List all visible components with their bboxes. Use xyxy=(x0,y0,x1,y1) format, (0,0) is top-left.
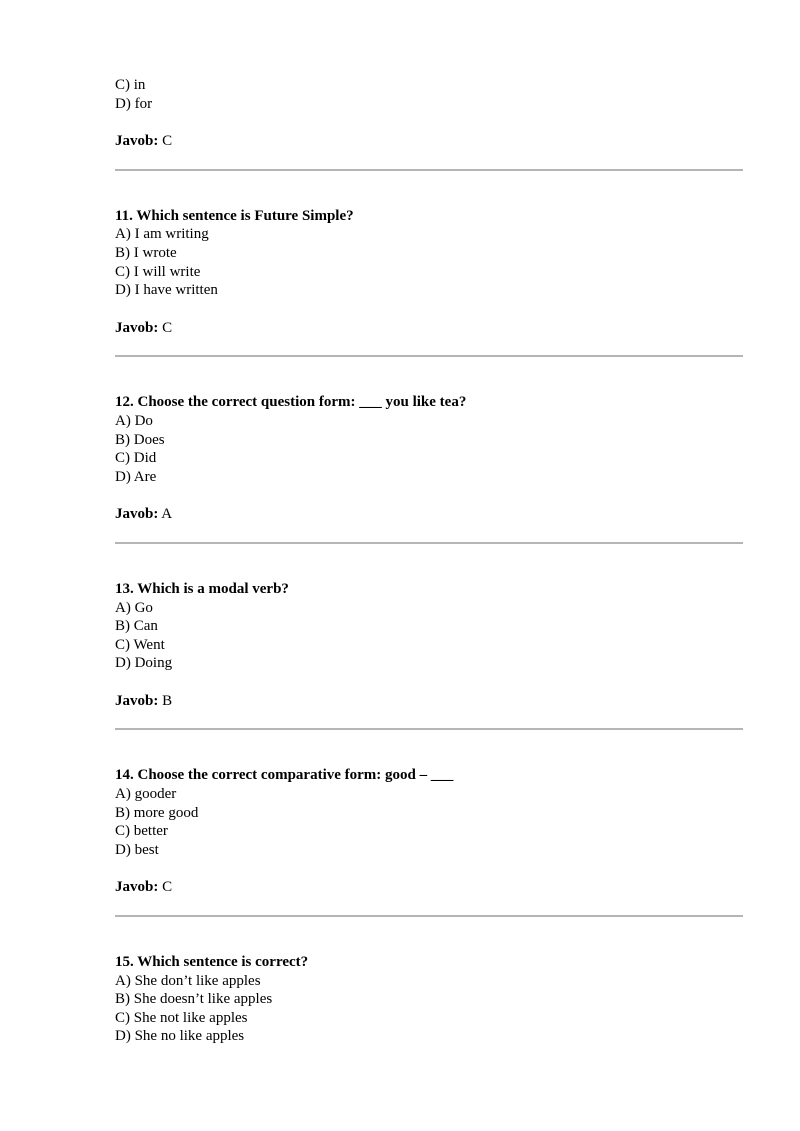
option-line: B) Can xyxy=(115,618,158,635)
answer-line xyxy=(115,505,743,524)
question-title: 14. Choose the correct comparative form: good – ___ xyxy=(115,767,454,784)
document-page xyxy=(115,76,743,1046)
option-line: D) for xyxy=(115,95,153,112)
answer-label: Javob: xyxy=(115,319,159,336)
answer-line xyxy=(115,878,743,897)
option-line: B) Does xyxy=(115,431,165,448)
question-11 xyxy=(115,207,743,358)
option-line: A) gooder xyxy=(115,786,177,803)
question-14 xyxy=(115,766,743,917)
option-line: D) best xyxy=(115,841,159,858)
option-line: B) She doesn’t like apples xyxy=(115,991,273,1008)
question-title: 11. Which sentence is Future Simple? xyxy=(115,207,354,224)
question-title: 13. Which is a modal verb? xyxy=(115,580,289,597)
option-line: C) She not like apples xyxy=(115,1009,248,1026)
answer-label: Javob: xyxy=(115,133,159,150)
question-15 xyxy=(115,953,743,1046)
option-line: C) Did xyxy=(115,450,157,467)
question-13 xyxy=(115,580,743,731)
option-line: A) I am writing xyxy=(115,226,209,243)
answer-label: Javob: xyxy=(115,506,159,523)
intro-block xyxy=(115,76,743,171)
answer-value: C xyxy=(162,319,173,336)
option-line: B) more good xyxy=(115,804,199,821)
option-line: C) Went xyxy=(115,636,165,653)
option-line: B) I wrote xyxy=(115,244,177,261)
question-title: 15. Which sentence is correct? xyxy=(115,954,309,971)
option-line: C) better xyxy=(115,823,168,840)
divider xyxy=(115,169,743,171)
option-line: D) Are xyxy=(115,468,157,485)
question-12 xyxy=(115,393,743,544)
answer-line xyxy=(115,692,743,711)
divider xyxy=(115,728,743,730)
divider xyxy=(115,915,743,917)
question-title: 12. Choose the correct question form: ___ you like tea? xyxy=(115,394,467,411)
divider xyxy=(115,355,743,357)
option-line: D) I have written xyxy=(115,282,218,299)
answer-value: A xyxy=(161,506,173,523)
answer-value: B xyxy=(162,692,173,709)
answer-label: Javob: xyxy=(115,692,159,709)
option-line: A) She don’t like apples xyxy=(115,972,261,989)
answer-line xyxy=(115,132,743,151)
answer-label: Javob: xyxy=(115,879,159,896)
option-line: C) I will write xyxy=(115,263,201,280)
option-line: D) Doing xyxy=(115,655,173,672)
option-line: A) Do xyxy=(115,412,153,429)
answer-line xyxy=(115,319,743,338)
option-line: C) in xyxy=(115,77,146,93)
option-line: D) She no like apples xyxy=(115,1028,245,1045)
answer-value: C xyxy=(162,133,173,150)
divider xyxy=(115,542,743,544)
option-line: A) Go xyxy=(115,599,153,616)
answer-value: C xyxy=(162,879,173,896)
